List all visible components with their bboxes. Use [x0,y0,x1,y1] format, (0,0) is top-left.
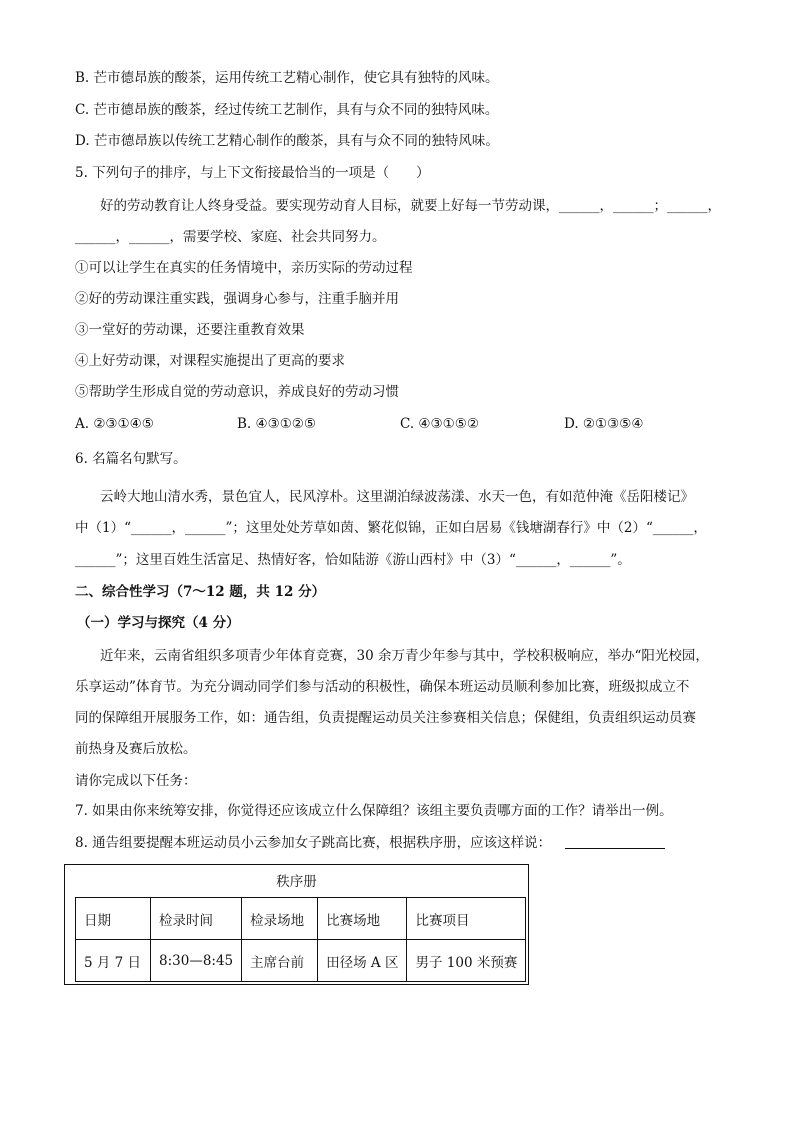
intro-line-3: 同的保障组开展服务工作，如：通告组，负责提醒运动员关注参赛相关信息；保健组，负责组织运动员赛 [75,710,696,726]
q7-stem: 7. 如果由你来统筹安排，你觉得还应该成立什么保障组？该组主要负责哪方面的工作？请举出一例。 [75,803,673,819]
cell-event: 男子 100 米预赛 [407,940,526,982]
header-checkin-location: 检录场地 [242,898,318,940]
q5-option-b: B. ④③①②⑤ [237,416,317,432]
q8-stem [75,834,665,852]
q5-stem: 5. 下列句子的排序，与上下文衔接最恰当的一项是（ ） [75,165,430,181]
q5-option-a: A. ②③①④⑤ [75,416,154,432]
cell-venue: 田径场 A 区 [318,940,407,982]
header-event: 比赛项目 [407,898,526,940]
intro-line-4: 前热身及赛后放松。 [75,741,197,757]
header-date: 日期 [76,898,151,940]
q5-paragraph-line-1: 好的劳动教育让人终身受益。要实现劳动育人目标，就要上好每一节劳动课，______，______；______， [100,198,721,214]
schedule-table-caption: 秩序册 [276,874,317,890]
q5-paragraph-line-2: ______，______，需要学校、家庭、社会共同努力。 [75,229,386,245]
q6-paragraph-line-1: 云岭大地山清水秀，景色宜人，民风淳朴。这里湖泊绿波荡漾、水天一色，有如范仲淹《岳阳楼记》 [100,489,694,505]
q5-item-5: ⑤帮助学生形成自觉的劳动意识，养成良好的劳动习惯 [75,384,399,400]
q6-paragraph-line-2: 中（1）“______，______”；这里处处芳草如茵、繁花似锦，正如白居易《钱塘湖春行》中（2）“______， [75,520,707,536]
intro-line-2: 乐享运动”体育节。为充分调动同学们参与活动的积极性，确保本班运动员顺利参加比赛，班级拟成立不 [75,679,690,695]
table-row [76,940,526,982]
q6-stem: 6. 名篇名句默写。 [75,451,187,467]
schedule-table [75,897,526,982]
q5-option-c: C. ④③①⑤② [400,416,479,432]
header-checkin-time: 检录时间 [151,898,242,940]
cell-date: 5 月 7 日 [76,940,151,982]
task-prompt: 请你完成以下任务： [75,773,197,789]
q4-option-c: C. 芒市德昂族的酸茶，经过传统工艺制作，具有与众不同的独特风味。 [75,102,499,118]
table-header-row [76,898,526,940]
schedule-table-box [64,864,529,985]
q8-answer-blank[interactable] [565,834,665,849]
subsection-1-heading: （一）学习与探究（4 分） [77,615,240,631]
q5-option-d: D. ②①③⑤④ [564,416,644,432]
cell-checkin-location: 主席台前 [242,940,318,982]
q6-paragraph-line-3: ______”；这里百姓生活富足、热情好客，恰如陆游《游山西村》中（3）“______，______”。 [75,552,631,568]
q8-text: 8. 通告组要提醒本班运动员小云参加女子跳高比赛，根据秩序册，应该这样说： [75,835,552,851]
q5-item-1: ①可以让学生在真实的任务情境中，亲历实际的劳动过程 [75,260,413,276]
section-2-heading: 二、综合性学习（7～12 题，共 12 分） [75,584,326,600]
q5-item-2: ②好的劳动课注重实践，强调身心参与，注重手脑并用 [75,291,399,307]
intro-line-1: 近年来，云南省组织多项青少年体育竞赛，30 余万青少年参与其中，学校积极响应，举办“阳光校园， [100,648,709,664]
cell-checkin-time: 8:30—8:45 [151,940,242,982]
q4-option-b: B. 芒市德昂族的酸茶，运用传统工艺精心制作，使它具有独特的风味。 [75,70,499,86]
q5-item-4: ④上好劳动课，对课程实施提出了更高的要求 [75,353,345,369]
header-venue: 比赛场地 [318,898,407,940]
q5-item-3: ③一堂好的劳动课，还要注重教育效果 [75,322,305,338]
q4-option-d: D. 芒市德昂族以传统工艺精心制作的酸茶，具有与众不同的独特风味。 [75,133,499,149]
